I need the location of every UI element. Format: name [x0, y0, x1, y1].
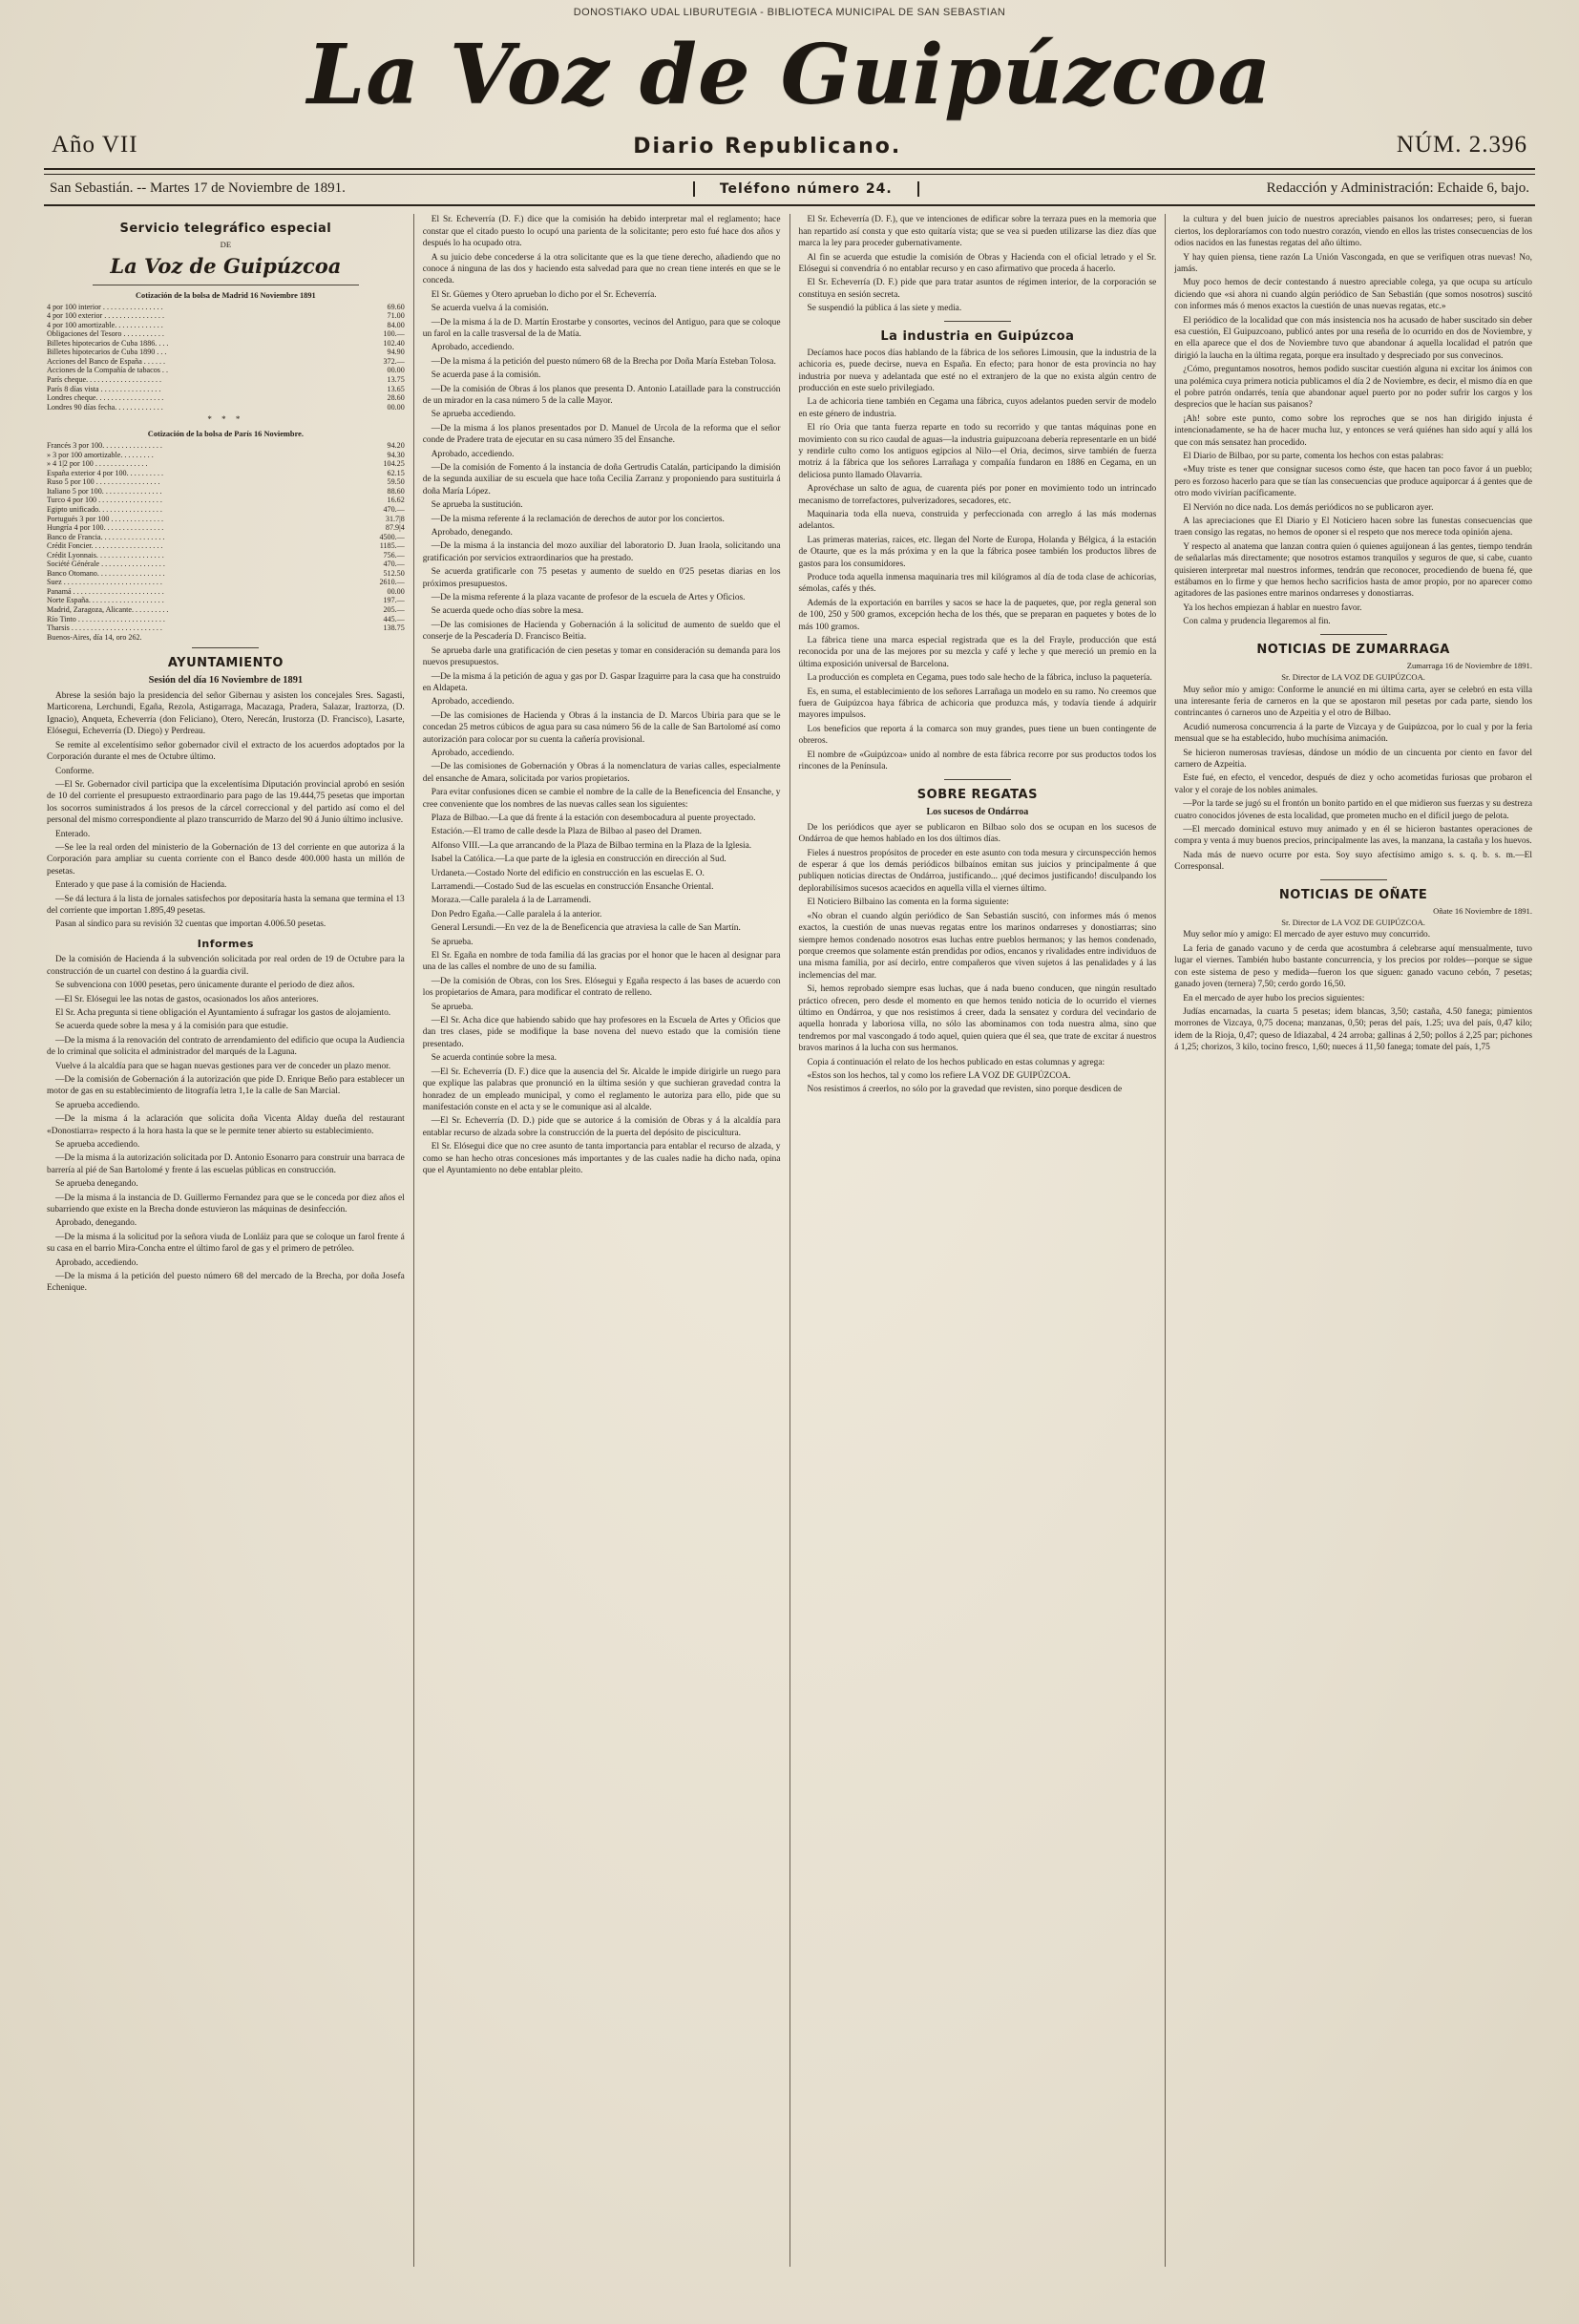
- onate-dateline: Oñate 16 Noviembre de 1891.: [1433, 905, 1532, 916]
- quote-value: 102.40: [383, 338, 405, 348]
- table-row: [47, 533, 405, 542]
- zumarraga-title: NOTICIAS DE ZUMARRAGA: [1256, 642, 1450, 657]
- paragraph: Se aprueba denegando.: [55, 1179, 138, 1190]
- paragraph: —De la misma á los planos presentados por D. Manuel de Urcola de la reforma que el señor conde de Pradere trata de ejecutar en su casa número 35 del Ensanche.: [422, 423, 781, 446]
- table-row: [47, 623, 405, 633]
- onate-body: [1174, 929, 1532, 1053]
- paragraph: Nos resistimos á creerlos, no sólo por la gravedad que revisten, sino porque desdicen de: [807, 1085, 1123, 1095]
- quote-value: 00.00: [387, 402, 405, 412]
- paragraph: Acudió numerosa concurrencia á la parte de Vizcaya y de Guipúzcoa, por lo cual y por la feria mensual que se ha establecido, hubo muchísima animación.: [1174, 722, 1532, 745]
- quote-value: 445.—: [383, 614, 405, 623]
- paragraph: La fábrica tiene una marca especial registrada que es la del Frayle, producción que está reconocida por una de las mejores por su mezcla y café y leche y que mereció un premio en la última exposición universal de Barcelona.: [798, 636, 1157, 669]
- paragraph: —De la misma á la aclaración que solicita doña Vicenta Alday dueña del restaurant «Donostiarra» respecto á la hora hasta la que se le permite tener abierto su establecimiento.: [47, 1114, 405, 1136]
- industria-title: La industria en Guipúzcoa: [880, 328, 1075, 344]
- zumarraga-dateline: Zumarraga 16 de Noviembre de 1891.: [1406, 660, 1532, 670]
- table-row: [47, 541, 405, 551]
- quote-value: 138.75: [383, 623, 405, 633]
- paragraph: Se aprueba darle una gratificación de cien pesetas y tomar en consideración su demanda para los nuevos presupuestos.: [422, 645, 781, 668]
- masthead-rule: [44, 168, 1535, 175]
- quote-label: Ruso 5 por 100 . . . . . . . . . . . . . . . . .: [47, 477, 160, 487]
- column-2: [413, 214, 790, 2267]
- paragraph: Moraza.—Calle paralela á la de Larramendi.: [431, 896, 592, 906]
- quote-value: 87.9|4: [385, 523, 405, 533]
- paragraph: Se aprueba accediendo.: [55, 1139, 140, 1150]
- quote-value: 4500.—: [379, 532, 405, 541]
- informes-title: Informes: [197, 937, 254, 950]
- paragraph: —De la comisión de Obras á los planos que presenta D. Antonio Lataillade para la construcción de un mirador en la casa número 5 de la calle Mayor.: [422, 384, 781, 406]
- table-row: [47, 569, 405, 579]
- quote-value: 104.25: [383, 459, 405, 469]
- paragraph: Enterado y que pase á la comisión de Hacienda.: [55, 880, 227, 891]
- paragraph: Para evitar confusiones dicen se cambie el nombre de la calle de la Beneficencia del Ensanche, y cree conveniente que los nombres de las nuevas calles sean los siguientes:: [422, 788, 781, 810]
- quote-label: Banco Otomano. . . . . . . . . . . . . . . . . .: [47, 568, 165, 578]
- quote-label: Billetes hipotecarios de Cuba 1890 . . .: [47, 348, 167, 357]
- paragraph: —Se dá lectura á la lista de jornales satisfechos por depositaría hasta la semana que termina el 13 del corriente que importan 1.895,49 pesetas.: [47, 894, 405, 916]
- paris-quotes-heading: Cotización de la bolsa de París 16 Noviembre.: [147, 430, 304, 439]
- issue-year: Año VII: [52, 132, 138, 158]
- table-row: [47, 605, 405, 615]
- paragraph: Se acuerda continúe sobre la mesa.: [431, 1053, 557, 1064]
- telegraph-service-de: DE: [220, 240, 232, 250]
- table-row: [47, 505, 405, 515]
- paragraph: Además de la exportación en barriles y sacos se hace la de paquetes, que, por regla general son de 100, 250 y 500 gramos, excepción hecha de los thés, que se preparan en paquetes y botes de lo más 100 gramos.: [798, 598, 1157, 632]
- paragraph: Se aprueba accediendo.: [431, 410, 516, 420]
- divider: [944, 779, 1011, 780]
- table-row: [47, 321, 405, 330]
- quote-label: 4 por 100 exterior . . . . . . . . . . . . . . . .: [47, 311, 164, 321]
- quote-value: 31.7|8: [385, 514, 405, 523]
- paragraph: El Sr. Echeverría (D. F.) dice que la comisión ha debido interpretar mal el reglamento; hace constar que el citado puesto lo ocupó una parienta de la solicitante; pero esto fué hace dos años y después lo ha ocupado otra.: [422, 215, 781, 249]
- quote-value: 00.00: [387, 366, 405, 375]
- quote-label: Italiano 5 por 100. . . . . . . . . . . . . . . .: [47, 486, 162, 496]
- paragraph: Urdaneta.—Costado Norte del edificio en construcción en las escuelas E. O.: [431, 868, 705, 878]
- table-row: [47, 587, 405, 597]
- quote-value: 2610.—: [379, 578, 405, 587]
- table-row: [47, 329, 405, 339]
- paragraph: Nada más de nuevo ocurre por esta. Soy suyo afectísimo amigo s. s. q. b. s. m.—El Corresponsal.: [1174, 850, 1532, 873]
- quote-value: 372.—: [383, 356, 405, 366]
- table-row: [47, 515, 405, 524]
- paragraph: Los beneficios que reporta á la comarca son muy grandes, pues tiene un buen contingente de obreros.: [798, 724, 1157, 747]
- quote-value: 512.50: [383, 568, 405, 578]
- paragraph: —El Sr. Acha dice que habiendo sabido que hay profesores en la Escuela de Artes y Oficios que dan tres clases, pide se modifique la base novena del nuevo estado que la comisión tiene presentado.: [422, 1016, 781, 1049]
- page-title: La Voz de Guipúzcoa: [306, 27, 1273, 123]
- paragraph: —El Sr. Echeverría (D. D.) pide que se autorice á la comisión de Obras y á la alcaldía para entablar recurso de alzada sobre la construcción de la puerta del depósito de piscicultura.: [422, 1116, 781, 1138]
- telegraph-service-paper: La Voz de Guipúzcoa: [110, 253, 342, 278]
- paragraph: Produce toda aquella inmensa maquinaria tres mil kilógramos al día de toda clase de achicorias, sémolas, cafés y thés.: [798, 573, 1157, 595]
- paragraph: El Sr. Echeverría (D. F.) pide que para tratar asuntos de régimen interior, de la corporación se constituya en sesión secreta.: [798, 278, 1157, 300]
- paragraph: Se acuerda pase á la comisión.: [431, 370, 541, 381]
- paragraph: El nombre de «Guipúzcoa» unido al nombre de esta fábrica recorre por sus productos todos los rincones de la Península.: [798, 750, 1157, 772]
- paragraph: De los periódicos que ayer se publicaron en Bilbao solo dos se ocupan en los sucesos de Ondárroa de que hemos hablado en los dos últimos días.: [798, 822, 1157, 845]
- table-row: [47, 578, 405, 587]
- quote-value: 16.62: [387, 496, 405, 505]
- table-row: [47, 551, 405, 560]
- paragraph: —De la misma referente á la reclamación de derechos de autor por los conciertos.: [431, 514, 725, 524]
- quote-label: Banco de Francia. . . . . . . . . . . . . . . . .: [47, 532, 165, 541]
- paragraph: —De la comisión de Fomento á la instancia de doña Gertrudis Catalán, participando la dimisión de la segunda auxiliar de su escuela que hace toña Cecilia Zarranz y proponiendo para sustituirla á doña María López.: [422, 463, 781, 496]
- paragraph: —Se lee la real orden del ministerio de la Gobernación de 13 del corriente en que autoriza á la Corporación para ampliar su cuenta corriente con el Banco desde 400.000 hasta un millón de pesetas.: [47, 842, 405, 877]
- quote-label: Crédit Lyonnais. . . . . . . . . . . . . . . . . .: [47, 550, 164, 560]
- quote-value: [338, 633, 405, 643]
- quote-label: Portugués 3 por 100 . . . . . . . . . . . . . .: [47, 514, 164, 523]
- column-3-top: [799, 214, 1157, 314]
- column-2-body: [423, 214, 781, 1176]
- paragraph: Larramendi.—Costado Sud de las escuelas en construcción Ensanche Oriental.: [431, 882, 714, 893]
- zumarraga-addressee: Sr. Director de LA VOZ DE GUIPÚZCOA.: [1281, 672, 1425, 683]
- paris-quotes-table: [47, 441, 405, 642]
- paragraph: El Diario de Bilbao, por su parte, comenta los hechos con estas palabras:: [1183, 452, 1444, 462]
- paragraph: —Por la tarde se jugó su el frontón un bonito partido en el que midieron sus fuerzas y su destreza cuatro conocidos jóvenes de esta localidad, que prometen mucho en el difícil juego de pelota.: [1174, 799, 1532, 821]
- paragraph: ¿Cómo, preguntamos nosotros, hemos podido suscitar cuestión alguna ni excitar los ánimos con una polémica cuya primera noticia publicamos el día 2 de Noviembre, es decir, el mismo día en que el pobre patrón ondarrés, tenía que abandonar aquel puerto por no poder sufrir los cargos y los desprecios que le hacían sus paisanos?: [1174, 365, 1532, 411]
- paragraph: la cultura y del buen juicio de nuestros apreciables paisanos los ondarreses; pero, si fueran ciertos, los deploraríamos con todo nuestro corazón, viendo en ellos las tristes consecuencias de los odios nacidos en las funestas regatas del año último.: [1174, 215, 1532, 249]
- paragraph: —De la misma á la de D. Martín Erostarbe y consortes, vecinos del Antiguo, para que se coloque un farol en la calle trasversal de la de Matía.: [422, 317, 781, 339]
- paragraph: Se aprueba.: [431, 937, 474, 947]
- paragraph: El Sr. Elósegui dice que no cree asunto de tanta importancia para entablar el recurso de alzada, y como se han hecho otras concesiones más importantes y de las cuales nadie ha dicho nada, opina que el Ayuntamiento no debe entablar pleito.: [422, 1142, 781, 1175]
- paragraph: Se hicieron numerosas travíesas, dándose un módio de un cincuenta por ciento en favor del carnero de Azpeitia.: [1174, 748, 1532, 770]
- paragraph: —De la misma á la petición del puesto número 68 del mercado de la Brecha, por doña Josefa Echenique.: [47, 1272, 405, 1294]
- quote-value: 756.—: [383, 550, 405, 560]
- madrid-quotes-heading: Cotización de la bolsa de Madrid 16 Noviembre 1891: [136, 290, 316, 300]
- table-row: [47, 339, 405, 349]
- paragraph: ¡Ah! sobre este punto, como sobre los reproches que se nos han dirigido injusta é intencionadamente, se ha de hacer mucha luz, y entonces se verá quiénes han sido aquí y allá los que con más sensatez han procedido.: [1174, 413, 1532, 448]
- paragraph: Muy poco hemos de decir contestando á nuestro apreciable colega, ya que ocupa su artículo diciendo que «si ahora ni cuando algún periódico de San Sebastián (que somos nosotros) suscitó con informes más ó menos exactos la cuestión de unas nuevas regatas, etc.»: [1174, 278, 1532, 312]
- paragraph: El Sr. Acha pregunta si tiene obligación el Ayuntamiento á sufragar los gastos de alojamiento.: [55, 1007, 391, 1018]
- table-row: [47, 375, 405, 385]
- paragraph: Vuelve á la alcaldía para que se hagan nuevas gestiones para ver de conceder un plazo menor.: [55, 1061, 391, 1071]
- paragraph: —De las comisiones de Hacienda y Obras á la instancia de D. Marcos Ubiria para que se le concedan 25 metros cúbicos de agua para su casa número 56 de la calle de San Bartolomé así como autorización para colocar por su cuenta la cañería provisional.: [422, 710, 781, 745]
- masthead: [38, 25, 1541, 206]
- table-row: [47, 487, 405, 496]
- ayuntamiento-title: AYUNTAMIENTO: [167, 656, 284, 671]
- paragraph: —De la misma á la petición del puesto número 68 de la Brecha por Doña María Esteban Tolosa.: [431, 356, 776, 367]
- quote-label: Londres cheque. . . . . . . . . . . . . . . . . .: [47, 393, 164, 403]
- informes-body: [47, 954, 405, 1295]
- quote-value: 00.00: [387, 586, 405, 596]
- quote-label: Egipto unificado. . . . . . . . . . . . . . . . .: [47, 504, 162, 514]
- paragraph: El Sr. Güemes y Otero aprueban lo dicho por el Sr. Echeverría.: [431, 289, 657, 300]
- madrid-quotes-body: [47, 303, 405, 412]
- quote-value: 62.15: [387, 468, 405, 477]
- paragraph: Se suspendió la pública á las siete y media.: [807, 304, 962, 314]
- quote-value: 94.20: [387, 441, 405, 451]
- paragraph: —De la misma á la instancia del mozo auxiliar del laboratorio D. Juan Iraola, solicitando una gratificación por servicios extraordinarios que ha prestado.: [422, 541, 781, 563]
- table-row: [47, 311, 405, 321]
- table-row: [47, 385, 405, 394]
- paris-quotes-body: [47, 441, 405, 642]
- paragraph: Muy señor mío y amigo: Conforme le anuncié en mi última carta, ayer se celebró en esta villa una interesante feria de carneros en la que se apostaron mil pesetas por cada parte, siendo los contrincantes ó carneros uno de Azpeitia y el otro de Bilbao.: [1174, 685, 1532, 719]
- paragraph: Aprobado, accediendo.: [431, 697, 515, 708]
- table-row: [47, 633, 405, 643]
- paragraph: Conforme.: [55, 766, 95, 776]
- paragraph: —El Sr. Echeverría (D. F.) dice que la ausencia del Sr. Alcalde le impide dirigirle un ruego para que explique las palabras que pronunció en la última sesión y que suchieran gravedad contra la honradez de un empleado municipal, y como el reglamento le autoriza para ello, pide que su manifestación conste en el acta y se le comunique asi al alcalde.: [422, 1067, 781, 1112]
- quote-label: París 8 días vista . . . . . . . . . . . . . . . .: [47, 384, 161, 393]
- paragraph: —El mercado dominical estuvo muy animado y en él se hicieron bastantes operaciones de compra y venta á muy buenos precios, principalmente las aves, la manzana, la castaña y los huevos.: [1174, 825, 1532, 847]
- paragraph: Fieles á nuestros propósitos de proceder en este asunto con toda mesura y circunspección hemos de esperar á que los demás periódicos bilbaínos emitan sus juicios y principalmente á que publiquen noticias directas de Ondárroa, justificando... ¡qué decimos justificando! disculpando los deplorabilísimos sucesos acaecidos en aquella villa el viernes último.: [798, 848, 1157, 894]
- madrid-quotes-table: [47, 303, 405, 412]
- paragraph: Se aprueba la sustitución.: [431, 500, 523, 511]
- table-row: [47, 459, 405, 469]
- paragraph: Y hay quien piensa, tiene razón La Unión Vascongada, en que se verifiquen otras nuevas! No, jamás.: [1174, 252, 1532, 274]
- paragraph: —De la misma á la petición de agua y gas por D. Gaspar Izaguirre para la casa que ha construido en Aldapeta.: [422, 671, 781, 693]
- paragraph: —De la misma á la instancia de D. Guillermo Fernandez para que se le conceda por diez años el subarriendo que existe en la Brecha donde estuvieron las máquinas de desinfección.: [47, 1193, 405, 1215]
- paragraph: Las primeras materias, raices, etc. llegan del Norte de Europa, Holanda y Bélgica, á la estación de Otaurte, que es la más próxima y en la que la fábrica posee también los productos libres de gastos para los consumidores.: [798, 535, 1157, 569]
- paragraph: El Sr. Egaña en nombre de toda familia dá las gracias por el honor que le hacen al designar para una de las calles el nombre de uno de su familia.: [422, 951, 781, 973]
- ornament: * * *: [207, 414, 244, 425]
- paragraph: Aprobado, accediendo.: [431, 748, 515, 758]
- paragraph: Don Pedro Egaña.—Calle paralela á la anterior.: [431, 909, 602, 919]
- paragraph: Se acuerda vuelva á la comisión.: [431, 304, 549, 314]
- paragraph: Aprovéchase un salto de agua, de cuarenta piés por poner en movimiento todo un intrincado mecanismo de torrefactores, pulverizadores, secadores, etc.: [798, 484, 1157, 506]
- paragraph: Es, en suma, el establecimiento de los señores Larrañaga un modelo en su ramo. No creemos que fuera de Guipúzcoa haya fábrica de achicoria que produzca más, y todavía tiende á adquirir mayores impulsos.: [798, 687, 1157, 721]
- table-row: [47, 560, 405, 569]
- paragraph: Ya los hechos empiezan á hablar en nuestro favor.: [1183, 602, 1362, 613]
- quote-label: Francés 3 por 100. . . . . . . . . . . . . . . .: [47, 441, 162, 451]
- paragraph: Y respecto al anatema que lanzan contra quien ó quienes aguijonean á las gentes, tiempo tendrán de señalarlas más directamente; que nosotros estamos tranquilos y seguros de que, si cabe, cuanto quisieren interpretar mal nuestros informes, tendrán que reconocer, procediendo de buena fé, que estábamos en lo firme y que hemos hecho sacrificios hasta de amor propio, por no aparecer como agitadores de las pasiones entre marinos ondarreses y donostiarras.: [1174, 541, 1532, 600]
- paragraph: Copia á continuación el relato de los hechos publicado en estas columnas y agrega:: [807, 1057, 1105, 1067]
- library-watermark: [0, 0, 1579, 25]
- phone-number: Teléfono número 24.: [693, 181, 919, 197]
- paragraph: Se aprueba accediendo.: [55, 1100, 140, 1110]
- quote-value: 94.30: [387, 450, 405, 459]
- telegraph-service-title: Servicio telegráfico especial: [119, 222, 332, 237]
- paragraph: Se acuerda quede sobre la mesa y á la comisión para que estudie.: [55, 1022, 288, 1032]
- table-row: [47, 357, 405, 367]
- column-4: [1165, 214, 1541, 2267]
- table-row: [47, 523, 405, 533]
- place-date: San Sebastián. -- Martes 17 de Noviembre de 1891.: [50, 180, 346, 197]
- quote-value: 470.—: [383, 504, 405, 514]
- paragraph: Judías encarnadas, la cuarta 5 pesetas; idem blancas, 3,50; castaña, 4.50 fanega; pimientos morrones de Vizcaya, 0,75 docena; manzanas, 0,50; peras del país, 1.25; uva del país, 0,47 kilo; idem de la Rioja, 0,47; queso de Idiazabal, 4 24 arroba; gallinas á 2,50; pollos á 2,25 par; pichones á 1,25; chorizos, 3 kilo, tocino fresco, 1,60; nueces á 11,50 fanega; tomate del país, 1,75: [1174, 1006, 1532, 1053]
- paragraph: General Lersundi.—En vez de la de Beneficencia que atraviesa la calle de San Martín.: [431, 923, 741, 934]
- paragraph: La feria de ganado vacuno y de cerda que acostumbra á celebrarse aquí mensualmente, tuvo lugar el viernes. También hubo bastante concurrencia, y los precios por roldes—porque se sigue con este sistema de peso y medida—fueron los que siguen: ganado vacuno cebón, 7 pesetas; ganado joven (ternera) 7,50; cerdo gordo 16,50.: [1174, 943, 1532, 990]
- table-row: [47, 469, 405, 478]
- paragraph: —De la misma á la autorización solicitada por D. Antonio Esonarro para construir una barraca de barrería al pié de San Bartolomé y frente á las escuelas públicas en construcción.: [47, 1153, 405, 1175]
- quote-value: 13.65: [387, 384, 405, 393]
- quote-label: Billetes hipotecarios de Cuba 1886. . . .: [47, 338, 169, 348]
- table-row: [47, 596, 405, 605]
- onate-title: NOTICIAS DE OÑATE: [1278, 887, 1428, 902]
- paragraph: Alfonso VIII.—La que arrancando de la Plaza de Bilbao termina en la Plaza de la Iglesia.: [431, 840, 752, 851]
- quote-label: Buenos-Aires, día 14, oro 262.: [47, 632, 142, 642]
- zumarraga-body: [1174, 685, 1532, 874]
- quote-value: 100.—: [383, 329, 405, 339]
- regatas-title: SOBRE REGATAS: [916, 787, 1038, 802]
- quote-label: Obligaciones del Tesoro . . . . . . . . . . .: [47, 329, 164, 339]
- masthead-subtitle: Diario Republicano.: [633, 135, 902, 159]
- paragraph: —De la misma referente á la plaza vacante de profesor de la escuela de Artes y Oficios.: [431, 593, 746, 603]
- quote-label: Norte España. . . . . . . . . . . . . . . . . . . .: [47, 596, 164, 605]
- paragraph: El Noticiero Bilbaino las comenta en la forma siguiente:: [807, 898, 1009, 908]
- paragraph: Aprobado, accediendo.: [431, 343, 515, 353]
- divider: [1320, 879, 1387, 880]
- paragraph: De la comisión de Hacienda á la subvención solicitada por real orden de 19 de Octubre para la construcción de un cuartel con destino á la guardia civil.: [47, 955, 405, 977]
- paragraph: El Nervión no dice nada. Los demás periódicos no se publicaron ayer.: [1183, 502, 1434, 513]
- quote-label: Turco 4 por 100 . . . . . . . . . . . . . . . . .: [47, 496, 162, 505]
- paragraph: La producción es completa en Cegama, pues todo sale hecho de la fábrica, incluso la paquetería.: [807, 673, 1152, 684]
- paragraph: Se remite al excelentísimo señor gobernador civil el extracto de los acuerdos adoptados por la Corporación durante el mes de Octubre último.: [47, 740, 405, 763]
- paragraph: Plaza de Bilbao.—La que dá frente á la estación con desembocadura al puente proyectado.: [431, 813, 756, 823]
- quote-label: Madrid, Zaragoza, Alicante. . . . . . . . . .: [47, 604, 169, 614]
- column-1: [38, 214, 413, 2267]
- quote-value: 69.60: [387, 302, 405, 311]
- table-row: [47, 451, 405, 460]
- quote-label: Tharsis . . . . . . . . . . . . . . . . . . . . . . . .: [47, 623, 162, 633]
- quote-value: 1185.—: [379, 541, 405, 551]
- quote-label: Acciones de la Compañía de tabacos . .: [47, 366, 168, 375]
- paragraph: Decíamos hace pocos días hablando de la fábrica de los señores Limousin, que la industria de la achicoria es, puede decirse, nueva en España. En efecto; para honor de esta provincia no hay industria por nueva y adelantada que esté no el extranjero de la que no exista algún centro de producción en este suelo privilegiado.: [798, 348, 1157, 393]
- paragraph: Enterado.: [55, 829, 91, 839]
- paragraph: Si, hemos reprobado siempre esas luchas, que á nada bueno conducen, que ningún resultado práctico ofrecen, pero desde el momento en que hemos tenido noticia de lo ocurrido el viernes último en Ondárroa, y que nos resistimos á creer, dada la sensatez y cordura del vecindario de aquella honrada y laboriosa villa, no sólo las abominamos con toda nuestra alma, sino que tendremos por mal vascongado á todo aquel, quien quiera que él sea, que trate de excitar á nuestros bravos marinos á la lucha con sus hermanos.: [798, 984, 1157, 1054]
- paragraph: Muy señor mío y amigo: El mercado de ayer estuvo muy concurrido.: [1183, 930, 1431, 940]
- paragraph: Se acuerda quede ocho días sobre la mesa.: [431, 606, 584, 617]
- table-row: [47, 303, 405, 312]
- regatas-subtitle: Los sucesos de Ondárroa: [926, 806, 1029, 817]
- paragraph: La de achicoria tiene también en Cegama una fábrica, cuyos adelantos pueden servir de modelo en este género de industria.: [798, 397, 1157, 419]
- issue-number: NÚM. 2.396: [1396, 132, 1527, 158]
- quote-label: Crédit Foncier. . . . . . . . . . . . . . . . . . .: [47, 541, 163, 551]
- quote-value: 84.00: [387, 320, 405, 329]
- quote-value: 205.—: [383, 604, 405, 614]
- table-row: [47, 496, 405, 505]
- quote-value: 59.50: [387, 477, 405, 487]
- masthead-infobar: [44, 175, 1535, 206]
- newspaper-sheet: [38, 25, 1541, 2314]
- quote-label: 4 por 100 amortizable. . . . . . . . . . . . .: [47, 320, 163, 329]
- quote-value: 71.00: [387, 311, 405, 321]
- paragraph: —De la comisión de Obras, con los Sres. Elósegui y Egaña respecto á las bases de acuerdo con los propietarios de Amara, para modificar el contrato de relleno.: [422, 976, 781, 999]
- divider: [192, 647, 259, 648]
- quote-value: 470.—: [383, 560, 405, 569]
- quote-value: 197.—: [383, 596, 405, 605]
- onate-addressee: Sr. Director de LA VOZ DE GUIPÚZCOA.: [1281, 918, 1425, 928]
- table-row: [47, 477, 405, 487]
- table-row: [47, 615, 405, 624]
- paragraph: —De la comisión de Gobernación á la autorización que pide D. Enrique Beño para establecer un motor de gas en su establecimiento de litografía letra 1,1e la calle de San Marcial.: [47, 1074, 405, 1097]
- paragraph: «Muy triste es tener que consignar sucesos como éste, que hacen tan poco favor á un pueblo; pero es forzoso hacerlo para que se tían las consecuencias que produce aquiporcar á á gentes que de otro modo vivirían pacíficamente.: [1174, 465, 1532, 499]
- paragraph: Aprobado, denegando.: [431, 528, 513, 539]
- paragraph: Estación.—El tramo de calle desde la Plaza de Bilbao al paseo del Dramen.: [431, 827, 702, 837]
- quote-label: Suez . . . . . . . . . . . . . . . . . . . . . . . . . .: [47, 578, 162, 587]
- divider: [1320, 634, 1387, 635]
- paragraph: —De las comisiones de Hacienda y Gobernación á la solicitud de aumento de sueldo que el conserje de la Pescadería D. Francisco Beitia.: [422, 620, 781, 643]
- paragraph: Se acuerda gratificarle con 75 pesetas y aumento de sueldo en 0'25 pesetas diarias en los próximos presupuestos.: [422, 567, 781, 589]
- paragraph: El periódico de la localidad que con más insistencia nos ha acusado de haber suscitado sin deber esa cuestión, El Guipuzcoano, publicó antes por una reseña de lo ocurrido en dos de Noviembre, y en ella aparece que el dos de Noviembre tuvo que abandonar á aquella localidad el patrón que dirigió la laucha en la última regata, porque era insultado y despreciado por sus convecinos.: [1174, 315, 1532, 361]
- quote-value: 94.90: [387, 348, 405, 357]
- paragraph: Isabel la Católica.—La que parte de la iglesia en construcción en dirección al Sud.: [431, 855, 726, 865]
- table-row: [47, 393, 405, 403]
- column-4-top: [1174, 214, 1532, 627]
- paragraph: Maquinaria toda ella nueva, construida y perfeccionada con arreglo á las más modernas adelantos.: [798, 509, 1157, 532]
- paragraph: El Sr. Echeverría (D. F.), que ve intenciones de edificar sobre la terraza pues en la memoria que han repartido así consta y que esto quitaría vista; que se vea si pueden utilizarse las diez días que marca la ley para proceder gubernativamente.: [798, 215, 1157, 249]
- quote-label: » 4 1|2 por 100 . . . . . . . . . . . . . .: [47, 459, 148, 469]
- quote-value: 28.60: [387, 393, 405, 403]
- library-watermark-text: DONOSTIAKO UDAL LIBURUTEGIA - BIBLIOTECA MUNICIPAL DE SAN SEBASTIAN: [573, 7, 1006, 18]
- paragraph: A su juicio debe concederse á la otra solicitante que es la que tiene derecho, añadiendo que no conoce á ninguna de las dos y haciendo esta salvedad para que no crean tiene interés en que se le conceda.: [422, 252, 781, 286]
- paragraph: El río Oria que tanta fuerza reparte en todo su recorrido y que tantas máquinas pone en movimiento con su rico caudal de aguas—la industria guipuzcoana debería representarle en un bidé y rendirle culto como los antiguos egipcios al Nilo—el Oria, decimos, sirve también de fuerza motriz á la fábrica que los señores Larrañaga y compañía fundaron en 1886 en Cegama, en un deliciosa punto llamado Olavarria.: [798, 423, 1157, 480]
- paragraph: Abrese la sesión bajo la presidencia del señor Gibernau y asisten los concejales Sres. Sagasti, Marticorena, Lerchundi, Egaña, Rezola, Astigarraga, Macazaga, Pradera, Salazar, Iraztorza, (D. Ignacio), Anqueta, Echeverría (don Feliciano), Otero, Nerecán, Irustorza (D. Francisco), Lasarte, Elósegui, Echeverría (D. Diego) y Perdreau.: [47, 691, 405, 737]
- quote-value: 88.60: [387, 486, 405, 496]
- table-row: [47, 366, 405, 375]
- quote-label: Panamá . . . . . . . . . . . . . . . . . . . . . . . .: [47, 586, 164, 596]
- paragraph: Aprobado, accediendo.: [431, 449, 515, 459]
- article-columns: [38, 214, 1541, 2267]
- paragraph: —De la misma á la renovación del contrato de arrendamiento del edificio que ocupa la Audiencia de lo criminal que solicita el administrador del marqués de la Laguna.: [47, 1035, 405, 1058]
- paragraph: «No obran el cuando algún periódico de San Sebastián suscitó, con informes más ó menos exactos, la cuestión de unas nuevas regatas entre los marinos ondarreses y donostiarras; sino siempre hemos condenado nosotros esas luchas entre pueblos hermanos; y las hemos condenado, porque creemos que solamente están prendidas por odios, encanos y rivalidades entre individuos de una misma familia, por así decirlo, entre compañeros que viven sujetos á las penalidades y á las inclemencias del mar.: [798, 911, 1157, 981]
- quote-label: Hungría 4 por 100. . . . . . . . . . . . . . . .: [47, 523, 164, 533]
- paragraph: Pasan al síndico para su revisión 32 cuentas que importan 4.006.50 pesetas.: [55, 919, 326, 930]
- masthead-meta: [38, 118, 1541, 158]
- quote-label: Acciones del Banco de España . . . . . .: [47, 356, 166, 366]
- quote-label: Río Tinto . . . . . . . . . . . . . . . . . . . . . . .: [47, 614, 165, 623]
- quote-label: España exterior 4 por 100. . . . . . . . . .: [47, 468, 164, 477]
- quote-label: Londres 90 días fecha. . . . . . . . . . . . .: [47, 402, 163, 412]
- paragraph: Con calma y prudencia llegaremos al fin.: [1183, 617, 1331, 627]
- table-row: [47, 348, 405, 357]
- paragraph: Se subvenciona con 1000 pesetas, pero únicamente durante el periodo de diez años.: [55, 981, 355, 991]
- industria-body: [799, 348, 1157, 773]
- quote-label: Société Générale . . . . . . . . . . . . . . . . .: [47, 560, 165, 569]
- paragraph: —El Sr. Elósegui lee las notas de gastos, ocasionados los años anteriores.: [55, 994, 319, 1004]
- paragraph: «Estos son los hechos, tal y como los refiere LA VOZ DE GUIPÚZCOA.: [807, 1070, 1071, 1081]
- table-row: [47, 403, 405, 412]
- paragraph: A las apreciaciones que El Diario y El Noticiero hacen sobre las funestas consecuencias que traen consigo las regatas, no hemos de oponer si el respeto que nos merece toda opinión ajena.: [1174, 517, 1532, 539]
- ayuntamiento-body: [47, 690, 405, 931]
- paragraph: Se aprueba.: [431, 1002, 474, 1012]
- paragraph: Al fin se acuerda que estudie la comisión de Obras y Hacienda con el oficial letrado y el Sr. Elósegui si convendría ó no entablar recurso y en caso afirmativo que proceda á hacerlo.: [798, 252, 1157, 274]
- paragraph: Aprobado, accediendo.: [55, 1257, 138, 1268]
- paragraph: Aprobado, denegando.: [55, 1218, 137, 1229]
- table-row: [47, 441, 405, 451]
- column-3: [790, 214, 1166, 2267]
- quote-label: París cheque. . . . . . . . . . . . . . . . . . . .: [47, 374, 162, 384]
- quote-label: » 3 por 100 amortizable. . . . . . . . .: [47, 450, 154, 459]
- quote-label: 4 por 100 interior . . . . . . . . . . . . . . . .: [47, 302, 163, 311]
- paragraph: Este fué, en efecto, el vencedor, después de diez y ocho acometidas furiosas que probaron el valor y el coraje de los nobles animales.: [1174, 773, 1532, 795]
- paragraph: En el mercado de ayer hubo los precios siguientes:: [1183, 993, 1365, 1004]
- quote-value: 13.75: [387, 374, 405, 384]
- paragraph: —De la misma á la solicitud por la señora viuda de Lonláiz para que se coloque un farol frente á su casa en el barrio Mira-Concha entre el último farol de gas y el primero de petróleo.: [47, 1232, 405, 1255]
- paragraph: —El Sr. Gobernador civil participa que la excelentísima Diputación provincial aprobó en sesión de 10 del corriente el presupuesto extraordinario para pago de las 19.444,75 pesetas que importan los socorros suministrados á los presos de la cárcel correccional y del partido así como el del personal del mismo correspondiente al plazo transcurrido de Marzo del 90 á Junio último inclusive.: [47, 779, 405, 826]
- regatas-body: [799, 822, 1157, 1096]
- paragraph: —De las comisiones de Gobernación y Obras á la nomenclatura de varias calles, especialmente del ensanche de Amara, solicitada por varios propietarios.: [422, 762, 781, 784]
- editorial-address: Redacción y Administración: Echaide 6, bajo.: [1266, 180, 1529, 197]
- divider: [944, 321, 1011, 322]
- session-title: Sesión del día 16 Noviembre de 1891: [148, 675, 304, 687]
